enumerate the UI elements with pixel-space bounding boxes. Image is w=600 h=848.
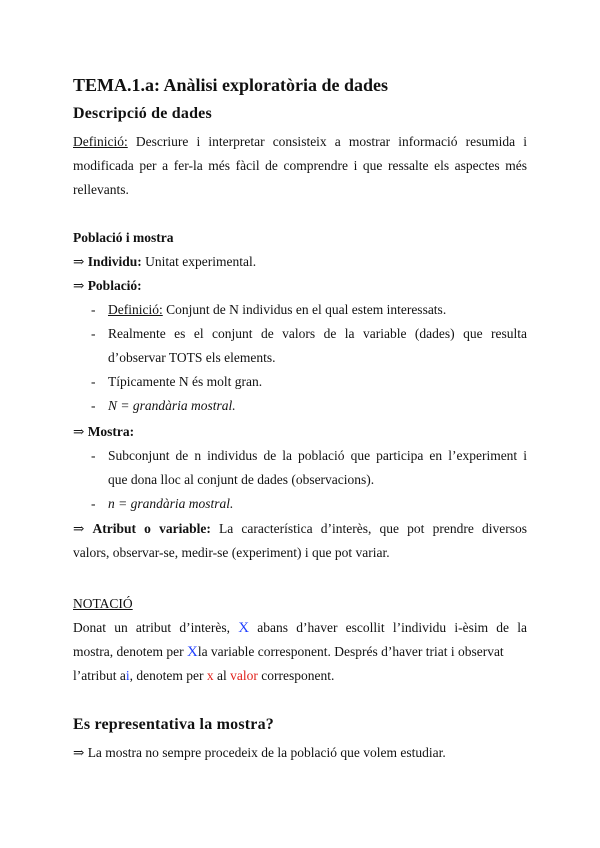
notacio-text-3a: l’atribut a	[73, 668, 126, 683]
valor-word: valor	[230, 668, 258, 683]
poblacio-def-label: Definició:	[108, 302, 163, 317]
section-heading-representativa: Es representativa la mostra?	[73, 716, 274, 733]
representativa-line	[73, 745, 446, 761]
definition-paragraph-line-3: rellevants.	[73, 182, 129, 197]
definition-text-1: Descriure i interpretar consisteix a mostrar informació resumida i	[135, 134, 528, 149]
definition-paragraph-line-1	[73, 134, 527, 150]
definition-paragraph-line-2: modificada per a fer-la més fàcil de comprendre i que ressalte els aspectes més	[73, 158, 527, 173]
poblacio-definition	[108, 302, 446, 318]
individu-text: Unitat experimental.	[145, 254, 257, 269]
mostra-item-2: n = grandària mostral.	[108, 496, 234, 511]
mostra-item-1-line-2: que dona lloc al conjunt de dades (observacions).	[108, 472, 375, 487]
bullet-dash: -	[91, 302, 96, 317]
index-i-symbol: i	[125, 668, 130, 683]
individu-label: Individu:	[87, 254, 142, 269]
poblacio-item-4: N = grandària mostral.	[108, 398, 236, 413]
page-title: TEMA.1.a: Anàlisi exploratòria de dades	[73, 75, 389, 95]
atribut-line-1	[73, 521, 527, 537]
mostra-item-1-line-1: Subconjunt de n individus de la població que participa en l’experiment i	[108, 448, 527, 463]
mostra-label: Mostra:	[87, 424, 135, 439]
atribut-line-2: valors, observar-se, medir-se (experiment) i que pot variar.	[73, 545, 390, 560]
bullet-dash: -	[91, 448, 96, 463]
arrow-icon: ⇒	[73, 424, 85, 439]
notacio-text-3b: , denotem per	[129, 668, 204, 683]
section-heading-poblacio-mostra: Població i mostra	[73, 230, 174, 245]
variable-X-symbol: X	[238, 620, 250, 636]
notacio-heading: NOTACIÓ	[73, 596, 133, 611]
value-x-symbol: x	[206, 668, 214, 683]
poblacio-line	[73, 278, 142, 294]
notacio-text-2a: mostra, denotem per	[73, 644, 184, 659]
bullet-dash: -	[91, 326, 96, 341]
notacio-text-2b: la variable corresponent. Després d’haver triat i observat	[197, 644, 504, 659]
notacio-text-3d: corresponent.	[261, 668, 335, 683]
bullet-dash: -	[91, 398, 96, 413]
atribut-text-1: La característica d’interès, que pot prendre diversos	[218, 521, 527, 536]
representativa-text: La mostra no sempre procedeix de la població que volem estudiar.	[87, 745, 446, 760]
poblacio-item-3: Típicamente N és molt gran.	[108, 374, 263, 389]
poblacio-item-2-line-2: d’observar TOTS els elements.	[108, 350, 276, 365]
notacio-text-1b: abans d’haver escollit l’individu i-èsim de la	[257, 620, 528, 635]
variable-X-symbol-2: X	[186, 644, 198, 660]
poblacio-label: Població:	[87, 278, 142, 293]
notacio-line-1	[73, 620, 527, 637]
arrow-icon: ⇒	[73, 278, 85, 293]
notacio-text-3c: al	[216, 668, 227, 683]
notacio-text-1a: Donat un atribut d’interès,	[73, 620, 230, 635]
definition-label: Definició:	[73, 134, 128, 149]
individu-line	[73, 254, 256, 270]
notacio-line-3	[73, 668, 334, 684]
bullet-dash: -	[91, 374, 96, 389]
arrow-icon: ⇒	[73, 254, 85, 269]
poblacio-item-2-line-1: Realmente es el conjunt de valors de la variable (dades) que resulta	[108, 326, 527, 341]
arrow-icon: ⇒	[73, 521, 85, 536]
notacio-line-2	[73, 644, 504, 661]
section-heading-descripcio: Descripció de dades	[73, 105, 212, 122]
mostra-line	[73, 424, 134, 440]
poblacio-def-text: Conjunt de N individus en el qual estem interessats.	[166, 302, 447, 317]
arrow-icon: ⇒	[73, 745, 85, 760]
bullet-dash: -	[91, 496, 96, 511]
atribut-label: Atribut o variable:	[92, 521, 211, 536]
